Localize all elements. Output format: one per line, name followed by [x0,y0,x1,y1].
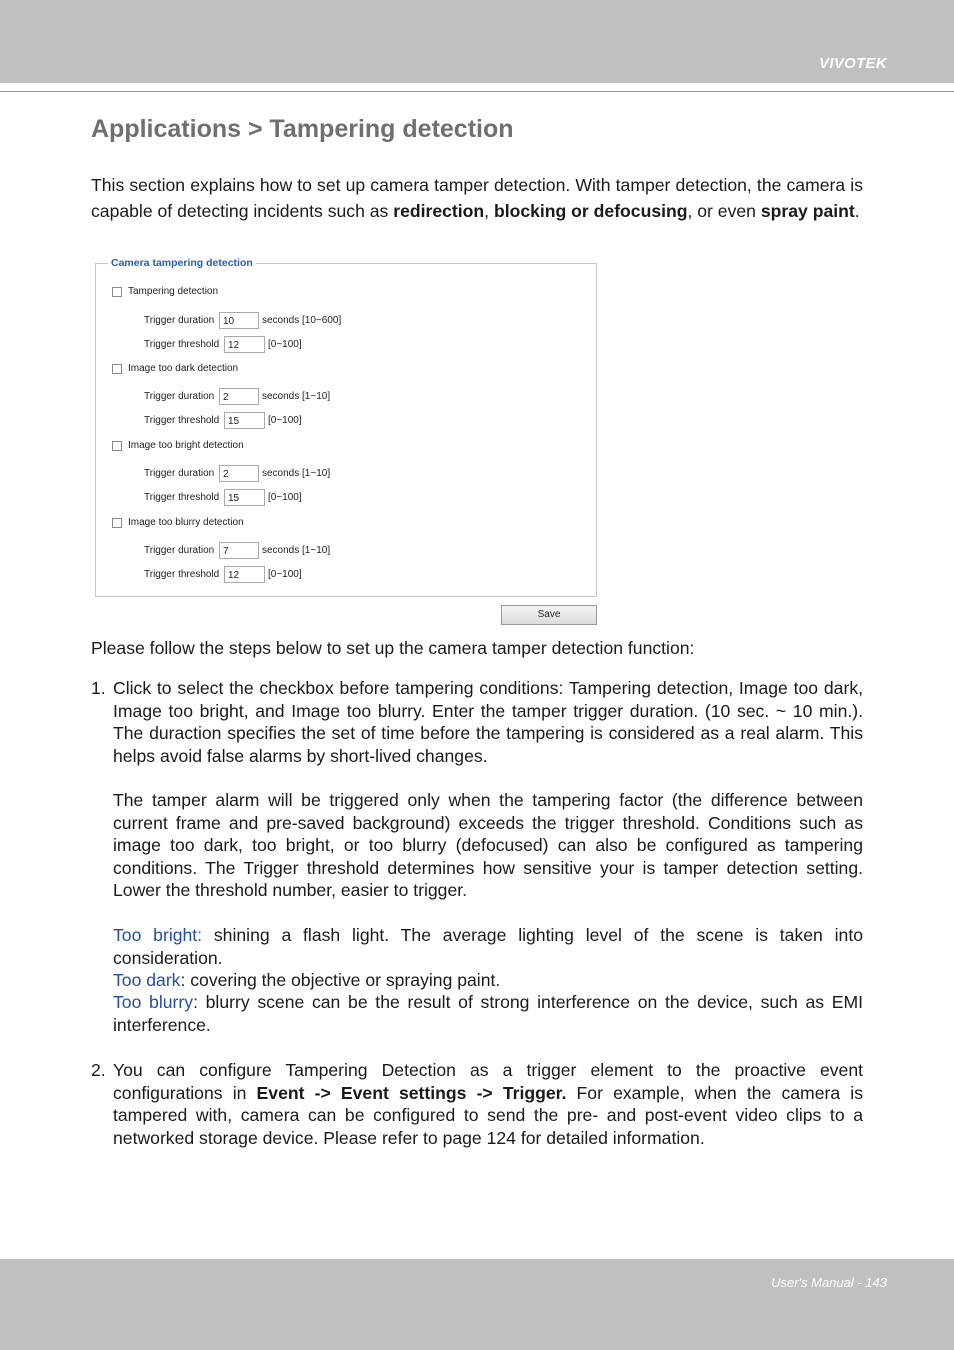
step-2-number: 2. [91,1060,106,1080]
step-2-paragraph: You can configure Tampering Detection as a trigger element to the proactive event configurations in Event -> Event settings -> Trigger. For example, when the camera is tampered with, camera can be configured to send the pre- and post-event video clips to a networked storage device. Please refer to page 124 for detailed information. [113,1060,863,1148]
footer-band [0,1259,954,1350]
tampering-detection-checkbox[interactable] [112,287,122,297]
term-redirection: redirection [393,200,485,221]
page-title: Applications > Tampering detection [91,115,514,143]
trigger-threshold-label: Trigger threshold [144,492,220,503]
trigger-threshold-label: Trigger threshold [144,415,220,426]
too-blurry-threshold-input[interactable]: 12 [224,566,265,583]
tampering-settings-panel [95,257,597,597]
tampering-threshold-input[interactable]: 12 [224,336,265,353]
too-dark-option[interactable]: Image too dark detection [112,363,238,374]
too-blurry-duration-input[interactable]: 7 [219,542,259,559]
too-bright-option[interactable]: Image too bright detection [112,440,244,451]
header-band [0,0,954,83]
too-bright-duration-input[interactable]: 2 [219,465,259,482]
brand-logo: VIVOTEK [819,55,887,72]
trigger-duration-label: Trigger duration [144,315,215,326]
too-bright-term: Too bright: [113,925,203,945]
too-dark-duration-input[interactable]: 2 [219,388,259,405]
too-dark-threshold-input[interactable]: 15 [224,412,265,429]
step-1-paragraph-1: Click to select the checkbox before tampering conditions: Tampering detection, Image too dark, Image too bright, and Image too blurry. Enter the tamper trigger duration. (10 sec. ~ 10 min.). The duraction specifies the set of time before the tampering is considered as a real alarm. This helps avoid false alarms by short-lived changes. [113,678,863,766]
too-dark-term: Too dark [113,970,181,990]
intro-paragraph: This section explains how to set up camera tamper detection. With tamper detection, the camera is capable of detecting incidents such as redirection, blocking or defocusing, or even spray paint. [91,175,863,221]
tampering-detection-option[interactable]: Tampering detection [112,286,218,297]
trigger-duration-label: Trigger duration [144,468,215,479]
page-number: User's Manual - 143 [771,1275,887,1290]
steps-intro: Please follow the steps below to set up the camera tamper detection function: [91,638,695,658]
step-1-number: 1. [91,678,106,698]
threshold-range: [0~100] [268,569,302,580]
save-button[interactable]: Save [501,605,597,625]
too-bright-note: Too bright: shining a flash light. The average lighting level of the scene is taken into consideration. [113,925,863,968]
too-bright-checkbox[interactable] [112,441,122,451]
threshold-range: [0~100] [268,339,302,350]
header-divider [0,91,954,92]
too-blurry-note: Too blurry: blurry scene can be the result of strong interference on the device, such as EMI interference. [113,992,864,1035]
tampering-duration-input[interactable]: 10 [219,312,259,329]
term-spray-paint: spray paint [760,200,855,221]
too-dark-note: Too dark: covering the objective or spraying paint. [113,970,501,990]
trigger-threshold-label: Trigger threshold [144,339,220,350]
duration-range: seconds [1~10] [262,468,331,479]
too-dark-checkbox[interactable] [112,364,122,374]
too-bright-threshold-input[interactable]: 15 [224,489,265,506]
duration-range: seconds [10~600] [262,315,342,326]
threshold-range: [0~100] [268,415,302,426]
too-blurry-checkbox[interactable] [112,518,122,528]
duration-range: seconds [1~10] [262,391,331,402]
step-1-paragraph-2: The tamper alarm will be triggered only when the tampering factor (the difference between current frame and pre-saved background) exceeds the trigger threshold. Conditions such as image too dark, too bright, or too blurry (defocused) can also be configured as tampering conditions. The Trigger threshold determines how sensitive your is tamper detection setting. Lower the threshold number, easier to trigger. [113,790,863,900]
panel-legend: Camera tampering detection [108,257,256,269]
trigger-threshold-label: Trigger threshold [144,569,220,580]
too-blurry-option[interactable]: Image too blurry detection [112,517,244,528]
trigger-duration-label: Trigger duration [144,391,215,402]
trigger-duration-label: Trigger duration [144,545,215,556]
duration-range: seconds [1~10] [262,545,331,556]
too-blurry-term: Too blurry [113,992,194,1012]
threshold-range: [0~100] [268,492,302,503]
term-blocking: blocking or defocusing [493,200,688,221]
event-trigger-path: Event -> Event settings -> Trigger. [256,1082,567,1103]
